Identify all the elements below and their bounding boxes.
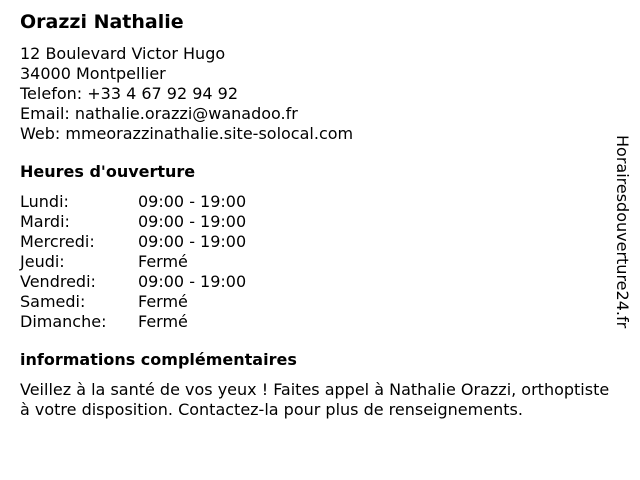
hours-row-lundi — [20, 192, 620, 212]
hours-row-vendredi — [20, 272, 620, 292]
hours-time-value: 09:00 - 19:00 — [138, 232, 247, 251]
additional-info-text: Veillez à la santé de vos yeux ! Faites appel à Nathalie Orazzi, orthoptiste à votre disposition. Contactez-la pour plus de renseignements. — [20, 380, 610, 419]
hours-row-dimanche — [20, 312, 620, 332]
hours-time-value: 09:00 - 19:00 — [138, 192, 247, 211]
hours-row-mardi — [20, 212, 620, 232]
opening-hours-table — [20, 192, 620, 332]
business-name: Orazzi Nathalie — [20, 11, 184, 33]
hours-day-label: Dimanche: — [20, 312, 107, 331]
additional-info-heading: informations complémentaires — [20, 350, 297, 369]
hours-day-label: Mercredi: — [20, 232, 95, 251]
hours-time-value: Fermé — [138, 292, 188, 311]
hours-day-label: Samedi: — [20, 292, 86, 311]
business-card — [20, 10, 620, 420]
hours-row-mercredi — [20, 232, 620, 252]
address-street: 12 Boulevard Victor Hugo — [20, 44, 226, 63]
phone-number[interactable]: Telefon: +33 4 67 92 94 92 — [20, 84, 239, 103]
hours-day-label: Mardi: — [20, 212, 70, 231]
opening-hours-heading: Heures d'ouverture — [20, 162, 196, 181]
hours-row-samedi — [20, 292, 620, 312]
website-link[interactable]: Web: mmeorazzinathalie.site-solocal.com — [20, 124, 354, 143]
hours-day-label: Lundi: — [20, 192, 69, 211]
hours-day-label: Jeudi: — [20, 252, 65, 271]
hours-row-jeudi — [20, 252, 620, 272]
hours-time-value: Fermé — [138, 312, 188, 331]
hours-time-value: 09:00 - 19:00 — [138, 272, 247, 291]
contact-block — [20, 44, 620, 144]
hours-time-value: Fermé — [138, 252, 188, 271]
hours-time-value: 09:00 - 19:00 — [138, 212, 247, 231]
site-watermark: Horairesdouverture24.fr — [613, 135, 632, 329]
hours-day-label: Vendredi: — [20, 272, 96, 291]
email-address[interactable]: Email: nathalie.orazzi@wanadoo.fr — [20, 104, 298, 123]
address-city: 34000 Montpellier — [20, 64, 166, 83]
